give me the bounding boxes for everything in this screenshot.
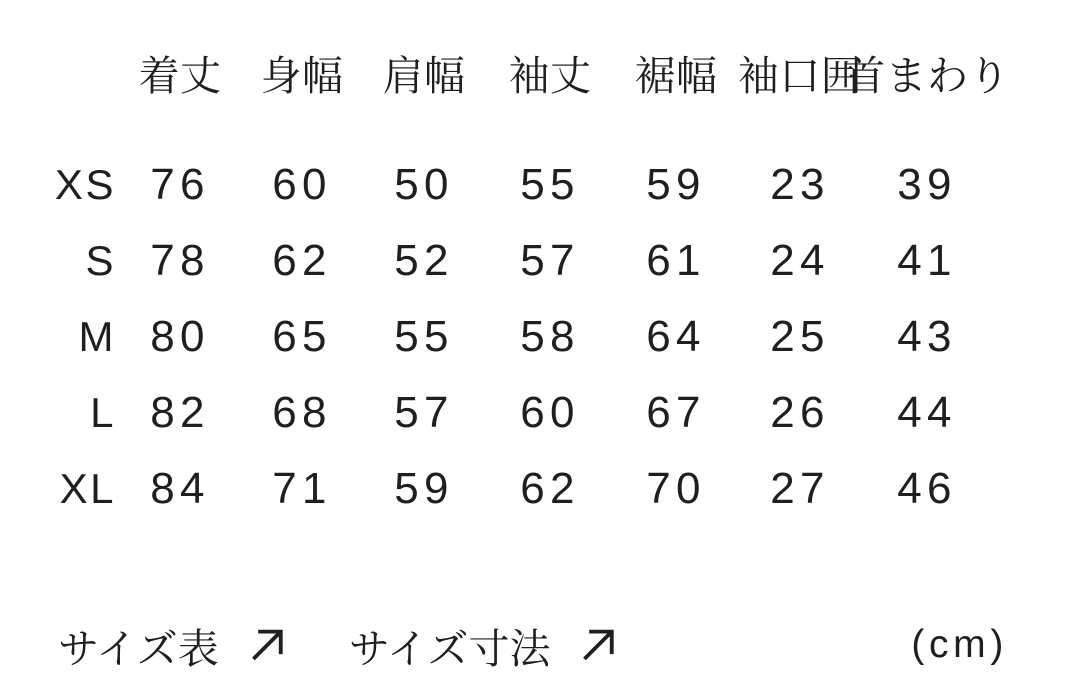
cell-l-mihaba: 68 <box>272 388 332 437</box>
cell-xs-mihaba: 60 <box>272 160 332 209</box>
cell-l-katahaba: 57 <box>394 388 454 437</box>
cell-l-kubimawari: 44 <box>897 388 957 437</box>
size-dimensions-link[interactable] <box>349 616 621 675</box>
cell-s-kitake: 78 <box>150 236 210 285</box>
cell-l-sodeguchi: 26 <box>770 388 830 437</box>
cell-xs-susohaba: 59 <box>646 160 706 209</box>
cell-l-susohaba: 67 <box>646 388 706 437</box>
cell-m-susohaba: 64 <box>646 312 706 361</box>
size-chart-footer <box>0 615 1080 675</box>
cell-xs-kubimawari: 39 <box>897 160 957 209</box>
cell-s-sodetake: 57 <box>520 236 580 285</box>
cell-xs-sodeguchi: 23 <box>770 160 830 209</box>
row-label-m: M <box>78 313 116 360</box>
column-header-katahaba: 肩幅 <box>382 52 466 99</box>
cell-l-kitake: 82 <box>150 388 210 437</box>
cell-m-sodetake: 58 <box>520 312 580 361</box>
cell-m-sodeguchi: 25 <box>770 312 830 361</box>
cell-xs-sodetake: 55 <box>520 160 580 209</box>
cell-s-katahaba: 52 <box>394 236 454 285</box>
cell-s-sodeguchi: 24 <box>770 236 830 285</box>
arrow-up-right-icon <box>245 623 289 667</box>
cell-m-katahaba: 55 <box>394 312 454 361</box>
size-chart-link[interactable] <box>58 616 289 675</box>
column-header-kubimawari: 首まわり <box>844 52 1010 99</box>
column-header-sodetake: 袖丈 <box>508 52 592 99</box>
cell-s-susohaba: 61 <box>646 236 706 285</box>
cell-m-kubimawari: 43 <box>897 312 957 361</box>
cell-xs-kitake: 76 <box>150 160 210 209</box>
cell-m-mihaba: 65 <box>272 312 332 361</box>
column-header-susohaba: 裾幅 <box>634 52 718 99</box>
cell-xl-mihaba: 71 <box>272 464 332 513</box>
row-label-s: S <box>85 237 116 284</box>
size-chart-link-label: サイズ表 <box>58 625 219 672</box>
cell-xs-katahaba: 50 <box>394 160 454 209</box>
row-label-xl: XL <box>59 465 116 512</box>
cell-xl-sodetake: 62 <box>520 464 580 513</box>
cell-xl-kitake: 84 <box>150 464 210 513</box>
cell-s-mihaba: 62 <box>272 236 332 285</box>
cell-xl-sodeguchi: 27 <box>770 464 830 513</box>
size-dimensions-link-label: サイズ寸法 <box>348 625 551 672</box>
header-body-gap <box>0 102 992 147</box>
row-label-xs: XS <box>54 161 116 208</box>
row-label-l: L <box>90 389 116 436</box>
column-header-mihaba: 身幅 <box>260 52 344 99</box>
cell-m-kitake: 80 <box>150 312 210 361</box>
unit-label: (cm) <box>911 623 1008 666</box>
cell-xl-katahaba: 59 <box>394 464 454 513</box>
cell-s-kubimawari: 41 <box>897 236 957 285</box>
cell-l-sodetake: 60 <box>520 388 580 437</box>
column-header-kitake: 着丈 <box>138 52 222 99</box>
cell-xl-kubimawari: 46 <box>897 464 957 513</box>
cell-xl-susohaba: 70 <box>646 464 706 513</box>
size-table <box>0 42 1080 527</box>
arrow-up-right-icon <box>576 623 620 667</box>
column-header-sodeguchi: 袖口囲 <box>737 52 863 99</box>
table-corner-cell <box>0 42 118 102</box>
